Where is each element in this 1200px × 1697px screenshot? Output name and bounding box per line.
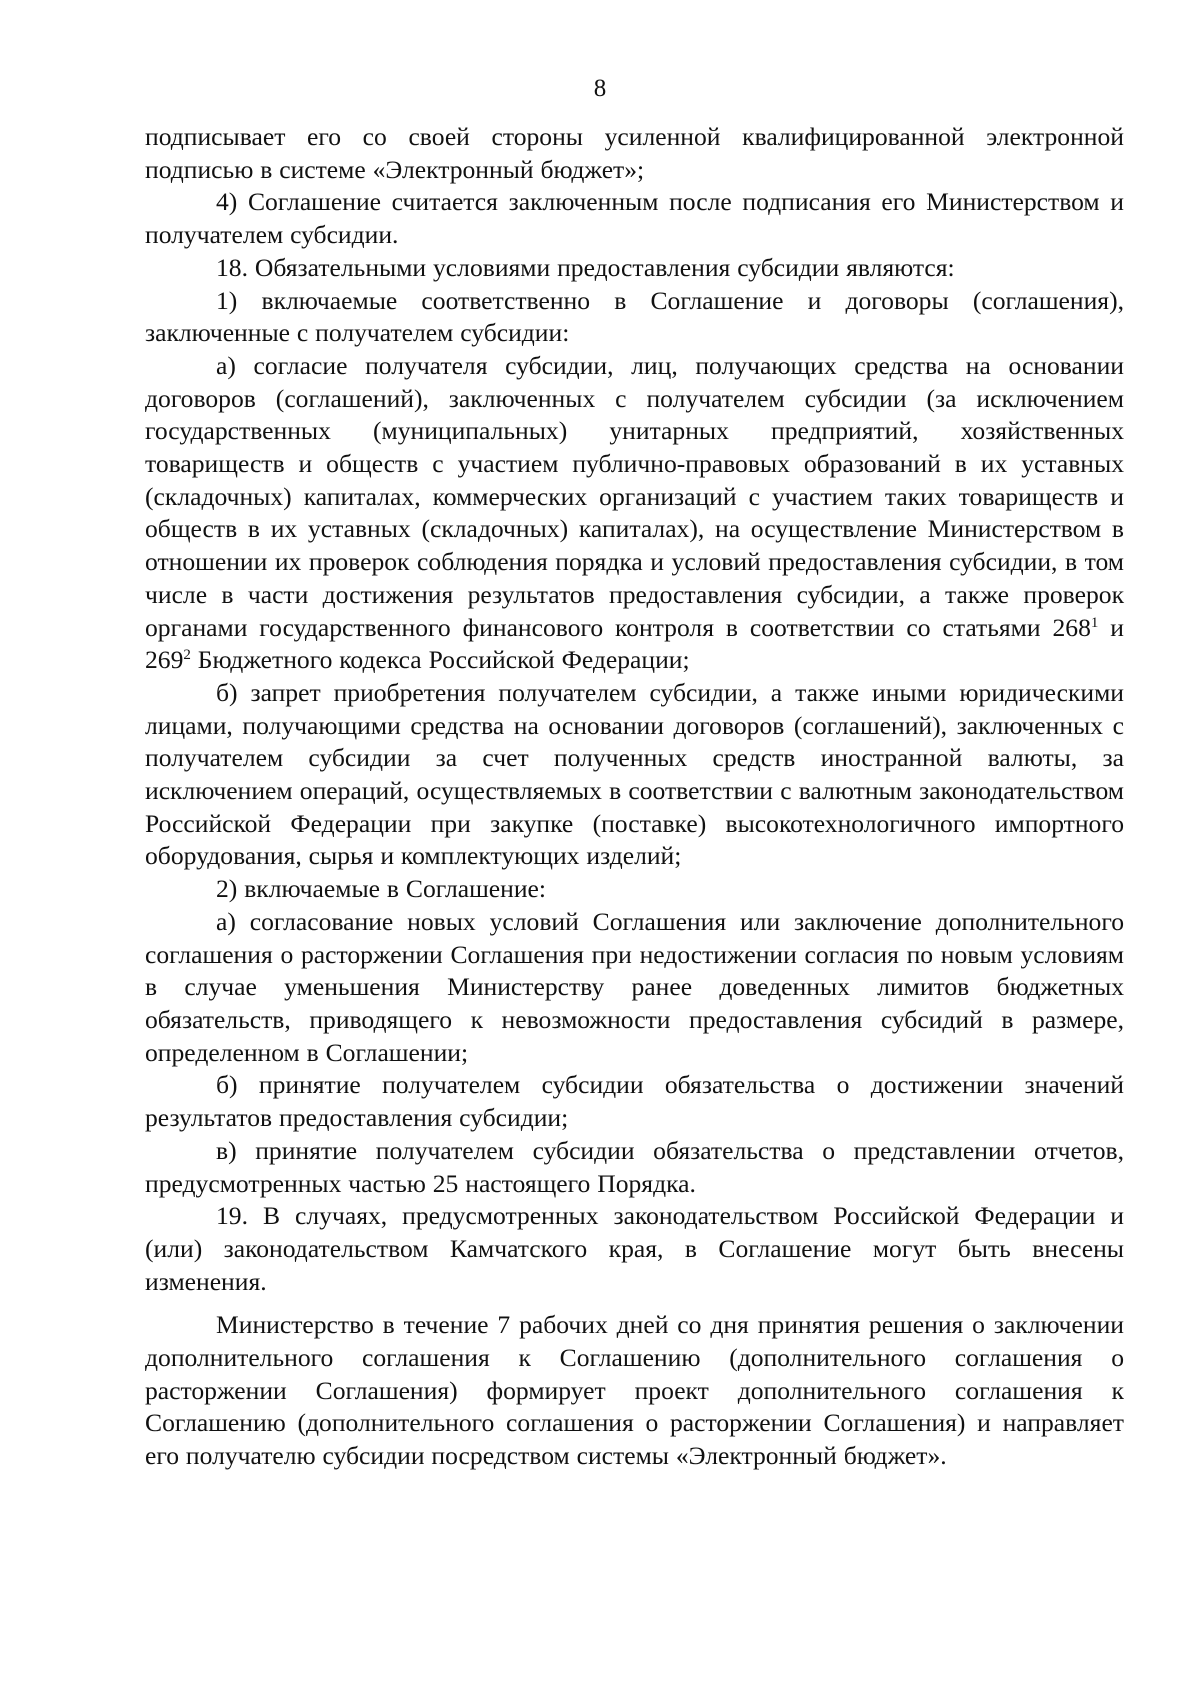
paragraph-subitem-a-consent <box>145 350 1124 677</box>
paragraph-clause-18: 18. Обязательными условиями предоставления субсидии являются: <box>216 252 955 282</box>
paragraph-subitem-a-mid: и 269 <box>145 612 1124 675</box>
superscript-2: 2 <box>183 647 191 664</box>
paragraph-subitem-v-reports: в) принятие получателем субсидии обязательства о представлении отчетов, предусмотренных частью 25 настоящего Порядка. <box>145 1135 1124 1198</box>
paragraph-item-4: 4) Соглашение считается заключенным после подписания его Министерством и получателем субсидии. <box>145 187 1124 250</box>
paragraph-ministry-procedure: Министерство в течение 7 рабочих дней со дня принятия решения о заключении дополнительного соглашения к Соглашению (дополнительного соглашения о расторжении Соглашения) формирует проект дополнительного соглашения к Соглашению (дополнительного соглашения о расторжении Соглашения) и направляет его получателю субсидии посредством системы «Электронный бюджет». <box>145 1310 1124 1471</box>
paragraph-subitem-b-results: б) принятие получателем субсидии обязательства о достижении значений результатов предоставления субсидии; <box>145 1070 1124 1133</box>
paragraph-subitem-a-main: а) согласие получателя субсидии, лиц, получающих средства на основании договоров (соглашений), заключенных с получателем субсидии (за исключением государственных (муниципальных) унитарных предприятий, хозяйственных товариществ и обществ с участием публично-правовых образований в их уставных (складочных) капиталах, коммерческих организаций с участием таких товариществ и обществ в их уставных (складочных) капиталах), на осуществление Министерством в отношении их проверок соблюдения порядка и условий предоставления субсидии, в том числе в части достижения результатов предоставления субсидии, а также проверок органами государственного финансового контроля в соответствии со статьями 268 <box>145 350 1124 642</box>
page-number: 8 <box>593 75 607 102</box>
paragraph-item-1: 1) включаемые соответственно в Соглашение и договоры (соглашения), заключенные с получателем субсидии: <box>145 285 1124 348</box>
paragraph-gap <box>145 1298 1124 1309</box>
paragraph-item-2: 2) включаемые в Соглашение: <box>216 874 547 904</box>
document-body <box>145 121 1124 1473</box>
paragraph-signing-continuation: подписывает его со своей стороны усиленной квалифицированной электронной подписью в системе «Электронный бюджет»; <box>145 122 1124 184</box>
paragraph-subitem-b-prohibition: б) запрет приобретения получателем субсидии, а также иными юридическими лицами, получающими средства на основании договоров (соглашений), заключенных с получателем субсидии за счет полученных средств иностранной валюты, за исключением операций, осуществляемых в соответствии с валютным законодательством Российской Федерации при закупке (поставке) высокотехнологичного импортного оборудования, сырья и комплектующих изделий; <box>145 677 1124 871</box>
superscript-1: 1 <box>1090 614 1099 631</box>
paragraph-subitem-a-agreement: а) согласование новых условий Соглашения или заключение дополнительного соглашения о расторжении Соглашения при недостижении согласия по новым условиям в случае уменьшения Министерству ранее доведенных лимитов бюджетных обязательств, приводящего к невозможности предоставления субсидий в размере, определенном в Соглашении; <box>145 906 1124 1067</box>
paragraph-clause-19: 19. В случаях, предусмотренных законодательством Российской Федерации и (или) законодательством Камчатского края, в Соглашение могут быть внесены изменения. <box>145 1201 1124 1296</box>
paragraph-subitem-a-end: Бюджетного кодекса Российской Федерации; <box>190 645 690 675</box>
